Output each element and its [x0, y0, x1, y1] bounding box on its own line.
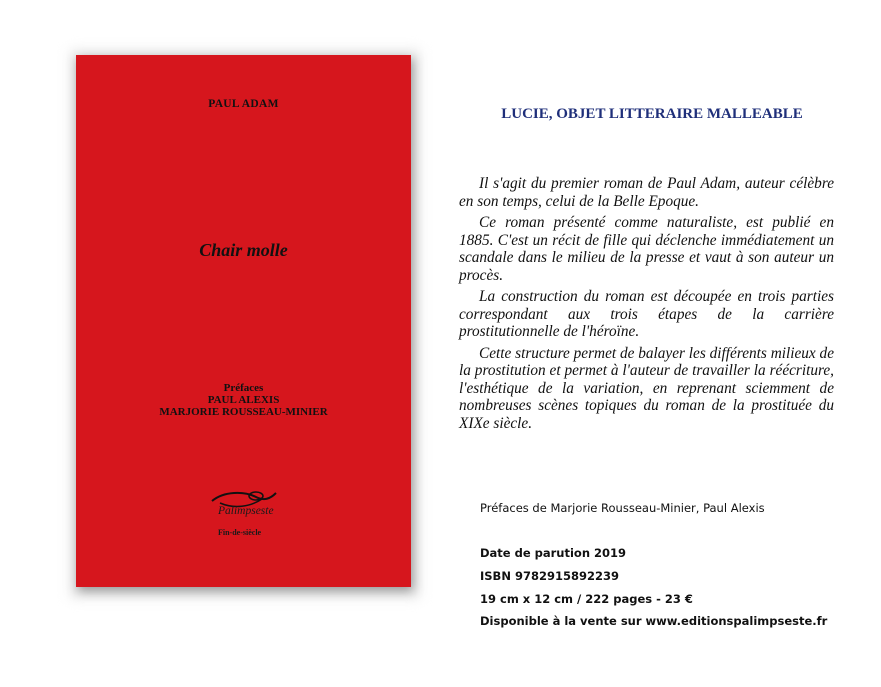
- availability: Disponible à la vente sur www.editionspalimpseste.fr: [480, 614, 828, 628]
- description-paragraph: Il s'agit du premier roman de Paul Adam, auteur célèbre en son temps, celui de la Belle Epoque.: [459, 175, 834, 210]
- description-paragraph: La construction du roman est découpée en trois parties correspondant aux trois étapes de la carrière prostitutionnelle de l'héroïne.: [459, 288, 834, 340]
- logo-brand: Palimpseste: [218, 505, 274, 517]
- isbn: ISBN 9782915892239: [480, 569, 619, 583]
- cover-title: Chair molle: [199, 240, 288, 260]
- book-cover: [76, 55, 411, 587]
- logo-subtitle: Fin-de-siècle: [218, 528, 262, 537]
- cover-preface-author: MARJORIE ROUSSEAU-MINIER: [159, 406, 328, 418]
- cover-prefaces: [76, 382, 411, 418]
- book-description: [459, 175, 834, 436]
- page-title: LUCIE, OBJET LITTERAIRE MALLEABLE: [501, 106, 803, 122]
- publication-date: Date de parution 2019: [480, 546, 627, 560]
- prefaces-credit: Préfaces de Marjorie Rousseau-Minier, Paul Alexis: [480, 501, 765, 515]
- cover-preface-author: PAUL ALEXIS: [207, 394, 280, 406]
- format-price: 19 cm x 12 cm / 222 pages - 23 €: [480, 592, 693, 606]
- publisher-logo: [210, 487, 282, 547]
- cover-prefaces-label: Préfaces: [223, 382, 264, 394]
- description-paragraph: Ce roman présenté comme naturaliste, est publié en 1885. C'est un récit de fille qui déclenche immédiatement un scandale dans le milieu de la presse et vaut à son auteur un procès.: [459, 214, 834, 284]
- cover-author: PAUL ADAM: [208, 98, 279, 110]
- description-paragraph: Cette structure permet de balayer les différents milieux de la prostitution et permet à l'auteur de travailler la réécriture, l'esthétique de la variation, en reprenant sciemment de nombreuses scènes topiques du roman de la prostituée du XIXe siècle.: [459, 344, 834, 432]
